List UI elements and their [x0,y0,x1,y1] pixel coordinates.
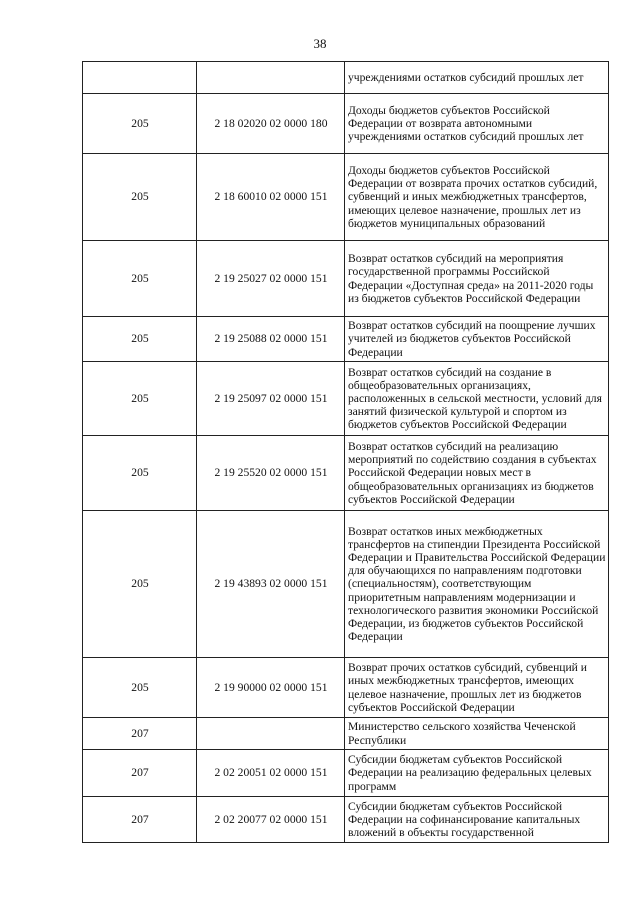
budget-code-cell: 2 19 25088 02 0000 151 [197,317,345,362]
budget-code-cell: 2 18 02020 02 0000 180 [197,94,345,154]
admin-code-cell: 205 [83,154,197,241]
budget-code-cell: 2 19 25520 02 0000 151 [197,436,345,511]
admin-code-cell: 205 [83,658,197,718]
table-row [83,511,609,658]
admin-code-cell: 207 [83,797,197,843]
table-row [83,718,609,750]
admin-code-cell: 205 [83,317,197,362]
table-row [83,436,609,511]
table-row [83,154,609,241]
description-cell: Возврат остатков субсидий на создание в общеобразовательных организациях, расположенных в сельской местности, условий для занятий физической культурой и спортом из бюджетов субъектов Российской Федерации [345,362,609,436]
description-cell: Возврат остатков субсидий на мероприятия государственной программы Российской Федерации «Доступная среда» на 2011-2020 годы из бюджетов субъектов Российской Федерации [345,241,609,317]
table-row [83,797,609,843]
description-cell: учреждениями остатков субсидий прошлых лет [345,62,609,94]
admin-code-cell: 205 [83,241,197,317]
budget-classification-table [82,61,609,843]
description-cell: Субсидии бюджетам субъектов Российской Федерации на софинансирование капитальных вложений в объекты государственной [345,797,609,843]
description-cell: Доходы бюджетов субъектов Российской Федерации от возврата автономными учреждениями остатков субсидий прошлых лет [345,94,609,154]
budget-code-cell: 2 02 20077 02 0000 151 [197,797,345,843]
description-cell: Возврат остатков иных межбюджетных трансфертов на стипендии Президента Российской Федерации и Правительства Российской Федерации для обучающихся по направлениям подготовки (специальностям), соответствующим приоритетным направлениям модернизации и технологического развития экономики Российской Федерации, из бюджетов субъектов Российской Федерации [345,511,609,658]
description-cell: Возврат остатков субсидий на поощрение лучших учителей из бюджетов субъектов Российской Федерации [345,317,609,362]
budget-code-cell: 2 19 90000 02 0000 151 [197,658,345,718]
table-row [83,362,609,436]
table-row [83,750,609,797]
description-cell: Доходы бюджетов субъектов Российской Федерации от возврата прочих остатков субсидий, субвенций и иных межбюджетных трансфертов, имеющих целевое назначение, прошлых лет из бюджетов муниципальных образований [345,154,609,241]
budget-code-cell [197,62,345,94]
admin-code-cell [83,62,197,94]
budget-code-cell: 2 19 25027 02 0000 151 [197,241,345,317]
table-row [83,62,609,94]
description-cell: Министерство сельского хозяйства Чеченской Республики [345,718,609,750]
admin-code-cell: 207 [83,750,197,797]
description-cell: Субсидии бюджетам субъектов Российской Федерации на реализацию федеральных целевых программ [345,750,609,797]
budget-code-cell: 2 18 60010 02 0000 151 [197,154,345,241]
budget-code-cell: 2 19 43893 02 0000 151 [197,511,345,658]
table-row [83,658,609,718]
table-row [83,241,609,317]
admin-code-cell: 205 [83,94,197,154]
table-row [83,317,609,362]
admin-code-cell: 205 [83,511,197,658]
admin-code-cell: 205 [83,436,197,511]
table-row [83,94,609,154]
description-cell: Возврат остатков субсидий на реализацию мероприятий по содействию создания в субъектах Российской Федерации новых мест в общеобразовательных организациях из бюджетов субъектов Российской Федерации [345,436,609,511]
budget-code-cell [197,718,345,750]
budget-code-cell: 2 19 25097 02 0000 151 [197,362,345,436]
page-number: 38 [313,36,327,51]
admin-code-cell: 207 [83,718,197,750]
admin-code-cell: 205 [83,362,197,436]
budget-code-cell: 2 02 20051 02 0000 151 [197,750,345,797]
description-cell: Возврат прочих остатков субсидий, субвенций и иных межбюджетных трансфертов, имеющих целевое назначение, прошлых лет из бюджетов субъектов Российской Федерации [345,658,609,718]
